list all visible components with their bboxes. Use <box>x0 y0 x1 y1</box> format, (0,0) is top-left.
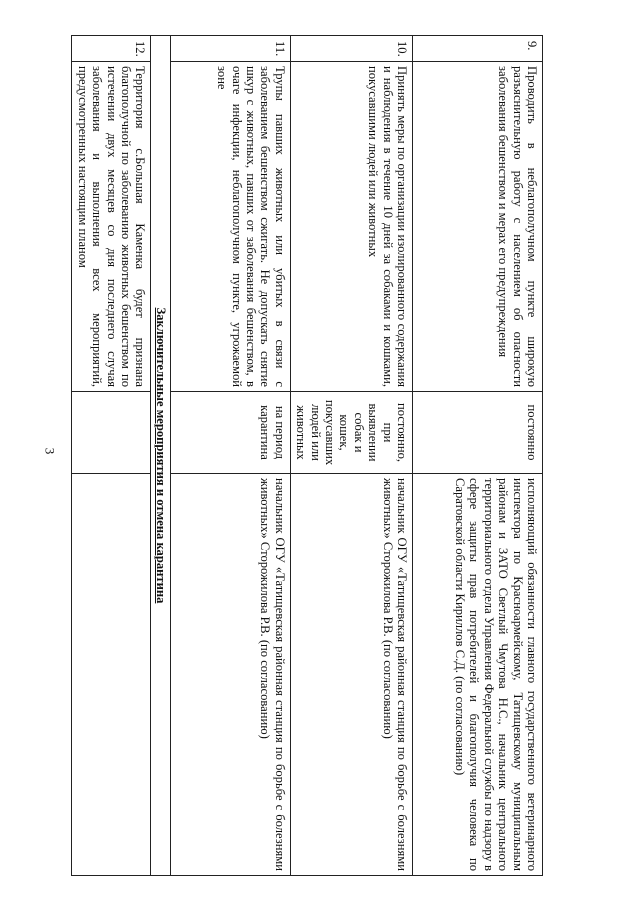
measures-table <box>71 35 543 876</box>
responsible-cell <box>72 474 151 876</box>
row-number: 9. <box>413 36 543 62</box>
document-sheet <box>75 35 543 875</box>
row-number: 11. <box>170 36 290 62</box>
page-number: 3 <box>42 447 58 455</box>
responsible-cell: начальник ОГУ «Татищевская районная станция по борьбе с болезнями животных» Сторожилова Р.В. (по согласованию) <box>170 474 290 876</box>
measure-cell: Территория с.Большая Каменка будет признана благополучной по заболеванию животных бешенством по истечении двух месяцев со дня последнего случая заболевания и выполнения всех мероприятий, предусмотренных настоящим планом <box>72 62 151 392</box>
timing-cell <box>72 392 151 474</box>
table-row <box>72 36 151 876</box>
table-row <box>170 36 290 876</box>
row-number: 12. <box>72 36 151 62</box>
timing-cell: на период карантина <box>170 392 290 474</box>
responsible-cell: исполняющий обязанности главного государственного ветеринарного инспектора по Красноармейскому, Татищевскому муниципальным районам и ЗАТО Светлый Чмутова Н.С., начальник центрального территориального отдела Управления Федеральной службы по надзору в сфере защиты прав потребителей и благополучия человека по Саратовской области Кириллов С.Д. (по согласованию) <box>413 474 543 876</box>
table-row <box>290 36 412 876</box>
section-title: Заключительные мероприятия и отмена карантина <box>151 36 170 876</box>
measure-cell: Проводить в неблагополучном пункте широкую разъяснительную работу с населением об опасности заболевания бешенством и мерах его предупреждения <box>413 62 543 392</box>
table-row <box>413 36 543 876</box>
responsible-cell: начальник ОГУ «Татищевская районная станция по борьбе с болезнями животных» Сторожилова Р.В. (по согласованию) <box>290 474 412 876</box>
measure-cell: Принять меры по организации изолированного содержания и наблюдения в течение 10 дней за собаками и кошками, покусавшими людей или животных <box>290 62 412 392</box>
timing-cell: постоянно, при выявлении собак и кошек, покусавших людей или животных <box>290 392 412 474</box>
row-number: 10. <box>290 36 412 62</box>
section-row <box>151 36 170 876</box>
timing-cell: постоянно <box>413 392 543 474</box>
measure-cell: Трупы павших животных или убитых в связи с заболеванием бешенством сжигать. Не допускать снятие шкур с животных, павших от заболевания бешенством, в очаге инфекции, неблагополучном пункте, угрожаемой зоне <box>170 62 290 392</box>
